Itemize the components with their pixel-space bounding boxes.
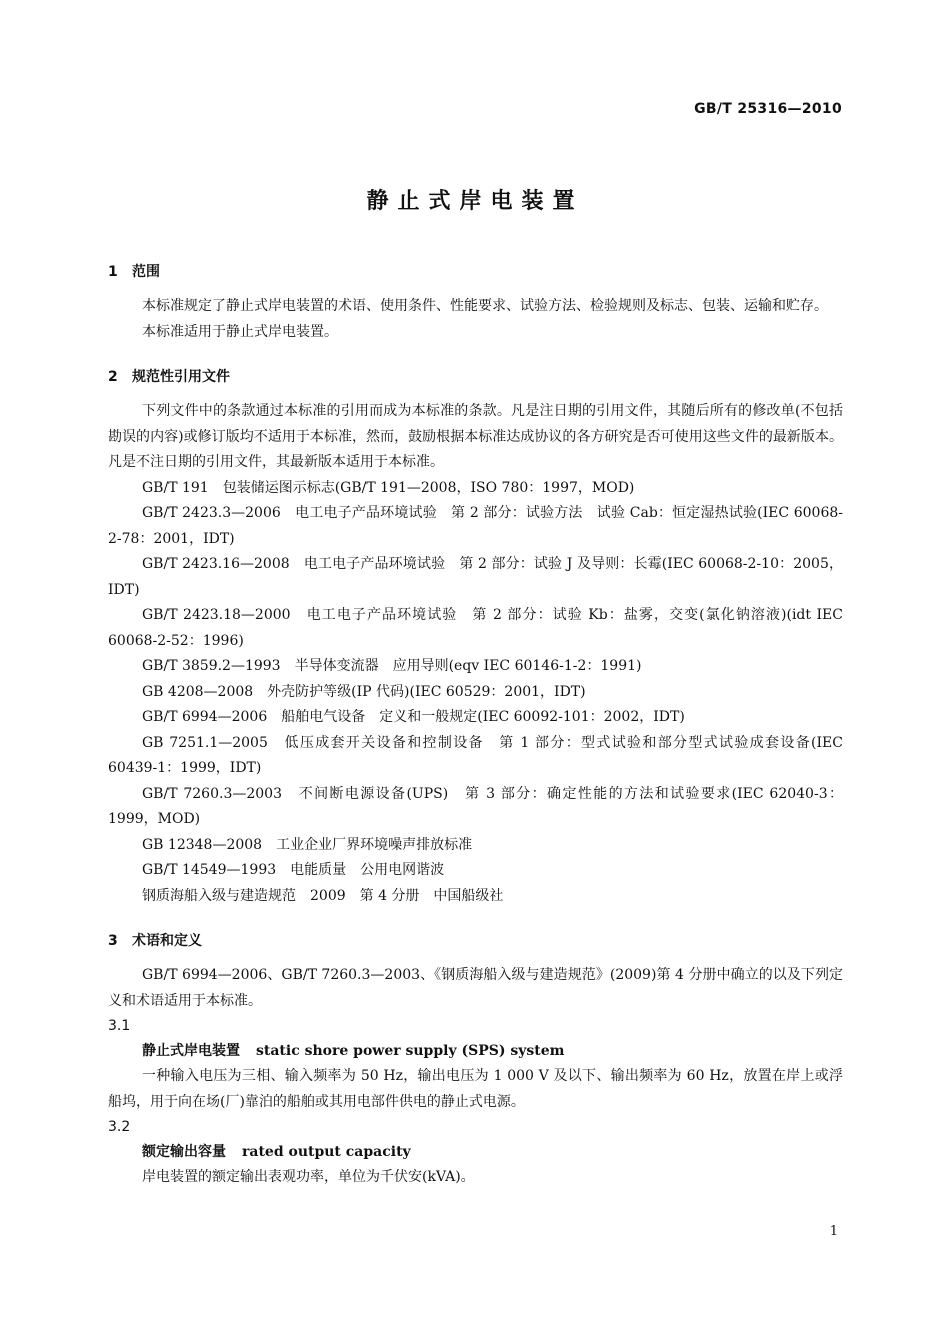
reference-item: GB/T 191 包装储运图示标志(GB/T 191—2008，ISO 780：1997，MOD) — [142, 479, 635, 496]
paragraph: 下列文件中的条款通过本标准的引用而成为本标准的条款。凡是注日期的引用文件，其随后所有的修改单(不包括勘误的内容)或修订版均不适用于本标准，然而，鼓励根据本标准达成协议的各方研究是否可使用这些文件的最新版本。凡是不注日期的引用文件，其最新版本适用于本标准。 — [108, 403, 843, 470]
term-definition: 一种输入电压为三相、输入频率为 50 Hz，输出电压为 1 000 V 及以下、输出频率为 60 Hz，放置在岸上或浮船坞，用于向在场(厂)靠泊的船舶或其用电部件供电的静止式电源。 — [108, 1068, 843, 1110]
reference-item: GB/T 2423.3—2006 电工电子产品环境试验 第 2 部分：试验方法 试验 Cab：恒定湿热试验(IEC 60068-2-78：2001，IDT) — [108, 505, 843, 547]
reference-item: GB/T 2423.16—2008 电工电子产品环境试验 第 2 部分：试验 J 及导则：长霉(IEC 60068-2-10：2005，IDT) — [108, 556, 843, 598]
section-number: 3 — [108, 933, 118, 949]
reference-item: GB/T 14549—1993 电能质量 公用电网谐波 — [142, 862, 445, 878]
standard-code: GB/T 25316—2010 — [694, 101, 842, 117]
document-body — [108, 262, 843, 1191]
page-number: 1 — [829, 1224, 838, 1239]
reference-item: GB/T 7260.3—2003 不间断电源设备(UPS) 第 3 部分：确定性能的方法和试验要求(IEC 62040-3：1999，MOD) — [108, 785, 843, 827]
document-title: 静止式岸电装置 — [366, 189, 584, 214]
term-english: static shore power supply (SPS) system — [256, 1043, 565, 1059]
reference-item: GB/T 3859.2—1993 半导体变流器 应用导则(eqv IEC 60146-1-2：1991) — [142, 658, 642, 674]
section-number: 1 — [108, 264, 118, 280]
term-chinese: 额定输出容量 — [142, 1144, 226, 1160]
paragraph: 本标准规定了静止式岸电装置的术语、使用条件、性能要求、试验方法、检验规则及标志、包装、运输和贮存。 — [142, 298, 828, 314]
term-chinese: 静止式岸电装置 — [142, 1043, 240, 1059]
section-number: 2 — [108, 369, 118, 385]
term-english: rated output capacity — [242, 1144, 411, 1160]
section-title: 术语和定义 — [132, 933, 202, 949]
reference-item: GB 12348—2008 工业企业厂界环境噪声排放标准 — [142, 836, 473, 853]
section-heading-normative-references — [108, 367, 843, 387]
reference-item: GB 4208—2008 外壳防护等级(IP 代码)(IEC 60529：2001，IDT) — [142, 683, 586, 700]
reference-item: 钢质海船入级与建造规范 2009 第 4 分册 中国船级社 — [142, 887, 504, 904]
term-entry — [108, 1039, 843, 1064]
section-heading-scope — [108, 262, 843, 282]
term-number: 3.2 — [108, 1119, 131, 1135]
section-heading-terms-and-definitions — [108, 931, 843, 951]
term-entry — [108, 1140, 843, 1165]
reference-item: GB/T 2423.18—2000 电工电子产品环境试验 第 2 部分：试验 Kb：盐雾，交变(氯化钠溶液)(idt IEC 60068-2-52：1996) — [108, 607, 843, 649]
paragraph: GB/T 6994—2006、GB/T 7260.3—2003、《钢质海船入级与建造规范》(2009)第 4 分册中确立的以及下列定义和术语适用于本标准。 — [108, 967, 843, 1009]
paragraph: 本标准适用于静止式岸电装置。 — [142, 323, 338, 340]
reference-item: GB/T 6994—2006 船舶电气设备 定义和一般规定(IEC 60092-101：2002，IDT) — [142, 709, 685, 725]
term-number: 3.1 — [108, 1018, 131, 1034]
section-title: 规范性引用文件 — [132, 369, 230, 385]
term-definition: 岸电装置的额定输出表观功率，单位为千伏安(kVA)。 — [142, 1169, 475, 1185]
reference-item: GB 7251.1—2005 低压成套开关设备和控制设备 第 1 部分：型式试验和部分型式试验成套设备(IEC 60439-1：1999，IDT) — [108, 734, 843, 776]
section-title: 范围 — [132, 264, 160, 280]
